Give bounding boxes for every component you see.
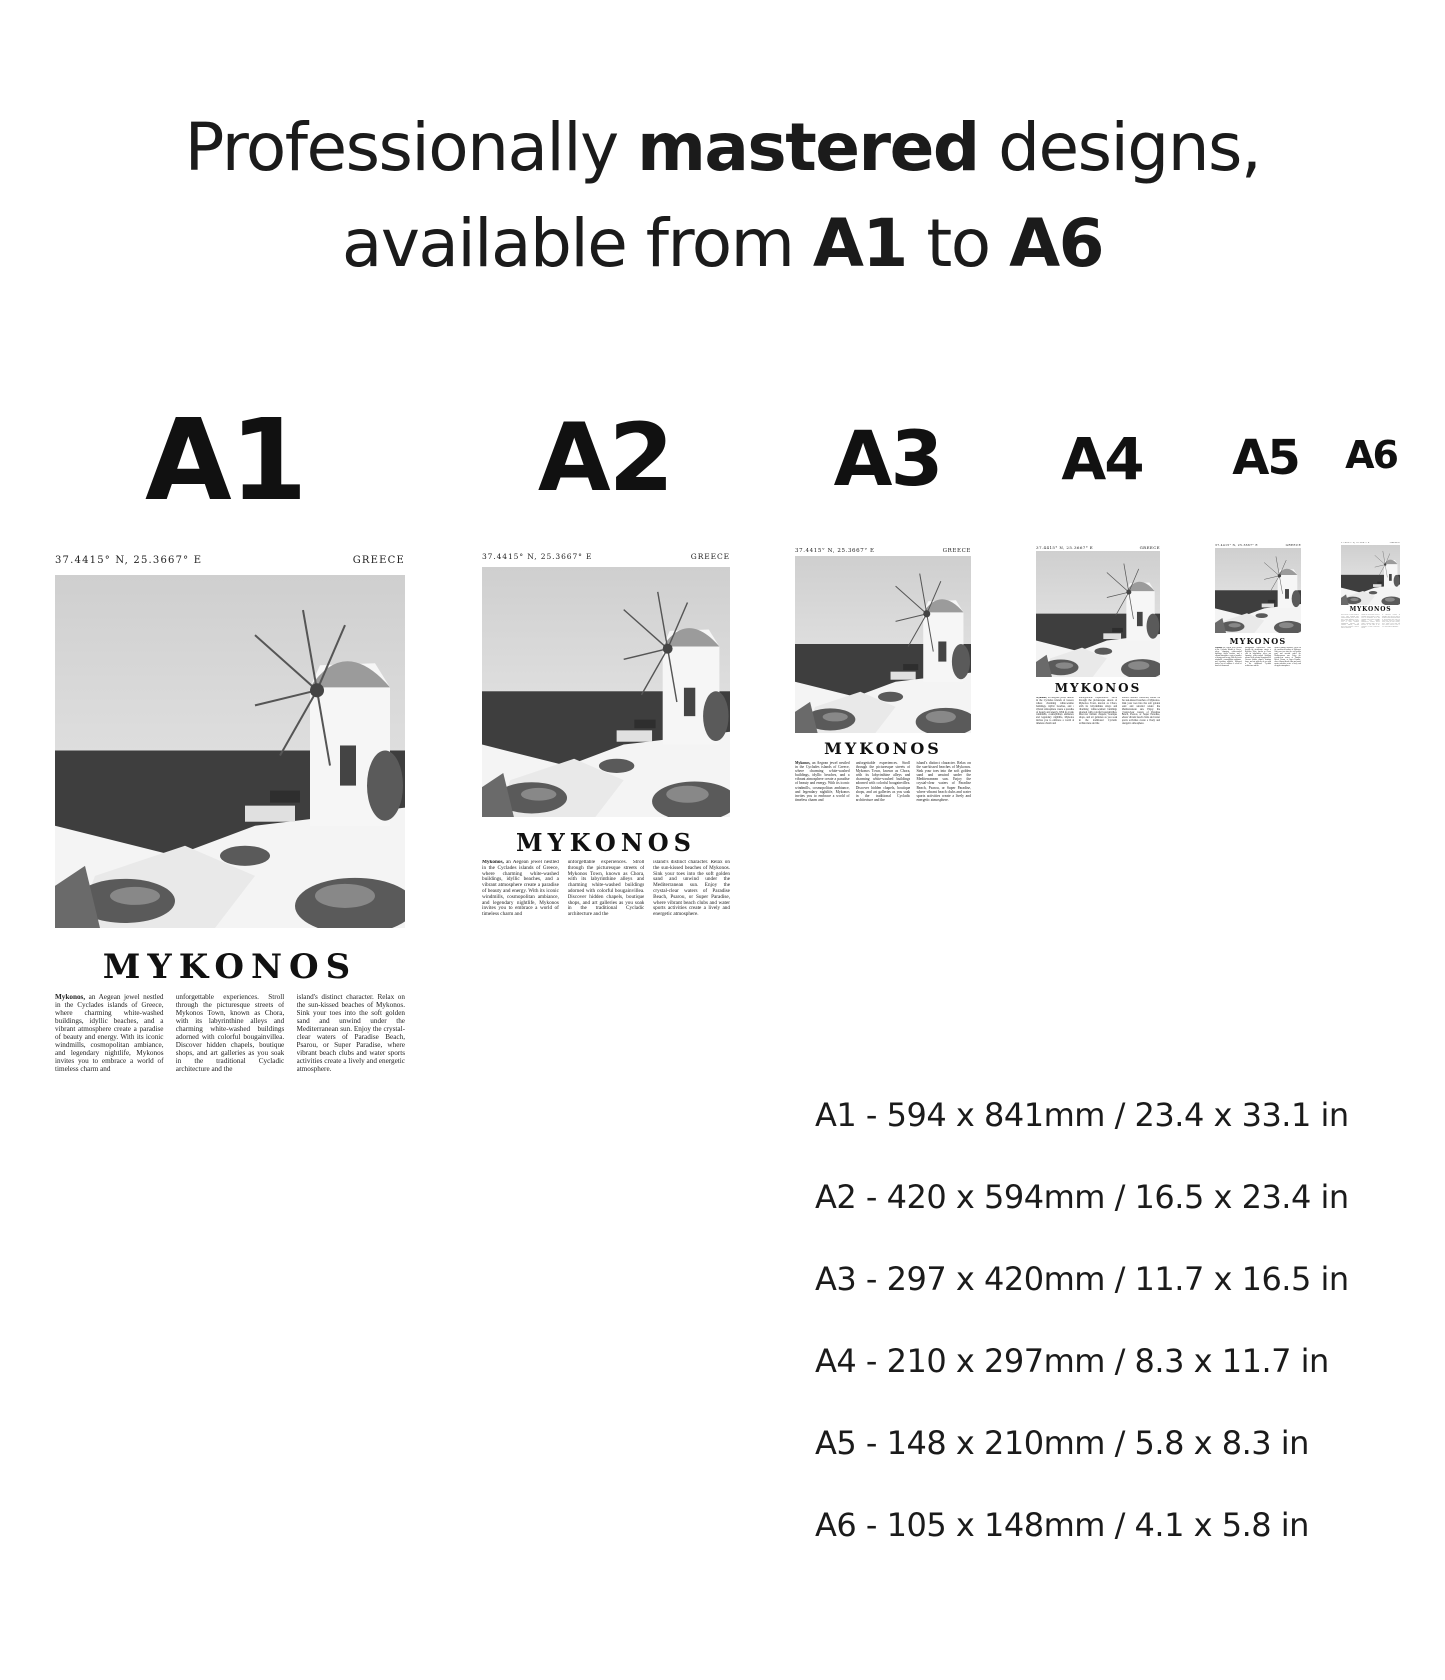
body-col-3: island's distinct character. Relax on the sun-kissed beaches of Mykonos. Sink your toes into the soft golden sand and unwind under the Mediterranean sun. Enjoy the crystal-clear waters of Paradise Beach, Psarou, or Super Paradise, where vibrant beach clubs and water sports activities create a lively and energetic atmosphere.	[916, 761, 971, 802]
body-col-3: island's distinct character. Relax on the sun-kissed beaches of Mykonos. Sink your toes into the soft golden sand and unwind under the Mediterranean sun. Enjoy the crystal-clear waters of Paradise Beach, Psarou, or Super Paradise, where vibrant beach clubs and water sports activities create a lively and energetic atmosphere.	[653, 860, 730, 918]
country-text: GREECE	[1285, 543, 1301, 547]
size-label-a1: A1	[145, 396, 306, 526]
poster-a6	[1341, 542, 1400, 630]
body-col-1: Mykonos, an Aegean jewel nestled in the Cyclades islands of Greece, where charming white-washed buildings, idyllic beaches, and a vibrant atmosphere create a paradise of beauty and energy. With its iconic windmills, cosmopolitan ambiance, and legendary nightlife, Mykonos invites you to embrace a world of timeless charm and	[795, 761, 850, 802]
body-col-1: Mykonos, an Aegean jewel nestled in the Cyclades islands of Greece, where charming white-washed buildings, idyllic beaches, and a vibrant atmosphere create a paradise of beauty and energy. With its iconic windmills, cosmopolitan ambiance, and legendary nightlife, Mykonos invites you to embrace a world of timeless charm and	[1215, 647, 1242, 667]
poster-title: MYKONOS	[102, 947, 358, 987]
poster-photo	[795, 556, 971, 733]
size-label-a6: A6	[1345, 433, 1397, 477]
windmill-photo	[55, 575, 405, 928]
coords-text: 37.4415° N, 25.3667° E	[1215, 543, 1258, 547]
country-text: GREECE	[1389, 542, 1400, 544]
size-label-a2: A2	[537, 404, 673, 513]
country-text: GREECE	[352, 555, 405, 566]
body-col-2: unforgettable experiences. Stroll through the picturesque streets of Mykonos Town, known as Chora, with its labyrinthine alleys and charming white-washed buildings adorned with colorful bougainvillea. Discover hidden chapels, boutique shops, and art galleries as you soak in the traditional Cycladic architecture and the	[855, 761, 911, 802]
poster-body	[795, 761, 971, 805]
poster-title: MYKONOS	[1054, 681, 1142, 695]
body-col-1: Mykonos, an Aegean jewel nestled in the Cyclades islands of Greece, where charming white-washed buildings, idyllic beaches, and a vibrant atmosphere create a paradise of beauty and energy. With its iconic windmills, cosmopolitan ambiance, and legendary nightlife, Mykonos invites you to embrace a world of timeless charm and	[1036, 697, 1075, 726]
body-col-1: Mykonos, an Aegean jewel nestled in the Cyclades islands of Greece, where charming white-washed buildings, idyllic beaches, and a vibrant atmosphere create a paradise of beauty and energy. With its iconic windmills, cosmopolitan ambiance, and legendary nightlife, Mykonos invites you to embrace a world of timeless charm and	[482, 860, 559, 918]
poster-coords	[1215, 543, 1301, 547]
poster-title: MYKONOS	[1229, 636, 1287, 646]
windmill-photo	[1341, 545, 1400, 605]
poster-photo	[1215, 548, 1301, 633]
body-col-3: island's distinct character. Relax on the sun-kissed beaches of Mykonos. Sink your toes into the soft golden sand and unwind under the Mediterranean sun. Enjoy the crystal-clear waters of Paradise Beach, Psarou, or Super Paradise, where vibrant beach clubs and water sports activities create a lively and energetic atmosphere.	[1274, 647, 1301, 667]
poster-coords	[795, 548, 971, 556]
poster-coords	[482, 552, 730, 562]
poster-a4	[1036, 545, 1160, 729]
body-col-3: island's distinct character. Relax on the sun-kissed beaches of Mykonos. Sink your toes into the soft golden sand and unwind under the Mediterranean sun. Enjoy the crystal-clear waters of Paradise Beach, Psarou, or Super Paradise, where vibrant beach clubs and water sports activities create a lively and energetic atmosphere.	[1121, 697, 1160, 726]
coords-text: 37.4415° N, 25.3667° E	[1036, 545, 1094, 550]
body-col-2: unforgettable experiences. Stroll through the picturesque streets of Mykonos Town, known as Chora, with its labyrinthine alleys and charming white-washed buildings adorned with colorful bougainvillea. Discover hidden chapels, boutique shops, and art galleries as you soak in the traditional Cycladic architecture and the	[567, 860, 645, 918]
size-spec-list	[815, 1095, 1435, 1587]
poster-body	[1036, 697, 1160, 729]
coords-text: 37.4415° N, 25.3667° E	[482, 552, 593, 561]
headline	[0, 100, 1445, 292]
poster-body	[55, 993, 405, 1075]
poster-title: MYKONOS	[824, 739, 942, 758]
body-col-3: island's distinct character. Relax on the sun-kissed beaches of Mykonos. Sink your toes into the soft golden sand and unwind under the Mediterranean sun. Enjoy the crystal-clear waters of Paradise Beach, Psarou, or Super Paradise, where vibrant beach clubs and water sports activities create a lively and energetic atmosphere.	[296, 993, 405, 1073]
headline-line-2: available from A1 to A6	[341, 205, 1104, 282]
poster-title: MYKONOS	[516, 828, 696, 857]
poster-photo	[55, 575, 405, 928]
size-label-a3: A3	[833, 414, 942, 503]
spec-a2: A2 - 420 x 594mm / 16.5 x 23.4 in	[815, 1178, 1349, 1216]
poster-a3	[795, 548, 971, 808]
poster-coords	[55, 555, 405, 569]
body-col-2: unforgettable experiences. Stroll through the picturesque streets of Mykonos Town, known as Chora, with its labyrinthine alleys and charming white-washed buildings adorned with colorful bougainvillea. Discover hidden chapels, boutique shops, and art galleries as you soak in the traditional Cycladic architecture and the	[1361, 614, 1380, 629]
country-text: GREECE	[690, 552, 730, 561]
size-label-a5: A5	[1232, 430, 1299, 486]
poster-title: MYKONOS	[1349, 606, 1392, 613]
poster-photo	[1341, 545, 1400, 605]
spec-a5: A5 - 148 x 210mm / 5.8 x 8.3 in	[815, 1424, 1309, 1462]
windmill-photo	[482, 567, 730, 817]
poster-a2	[482, 552, 730, 922]
spec-a4: A4 - 210 x 297mm / 8.3 x 11.7 in	[815, 1342, 1329, 1380]
windmill-photo	[1215, 548, 1301, 633]
windmill-photo	[795, 556, 971, 733]
body-col-1: Mykonos, an Aegean jewel nestled in the Cyclades islands of Greece, where charming white-washed buildings, idyllic beaches, and a vibrant atmosphere create a paradise of beauty and energy. With its iconic windmills, cosmopolitan ambiance, and legendary nightlife, Mykonos invites you to embrace a world of timeless charm and	[55, 993, 164, 1073]
country-text: GREECE	[1139, 545, 1160, 550]
headline-line-1: Professionally mastered designs,	[184, 109, 1261, 186]
size-label-a4: A4	[1061, 425, 1143, 493]
coords-text: 37.4415° N, 25.3667° E	[55, 555, 203, 566]
body-col-2: unforgettable experiences. Stroll through the picturesque streets of Mykonos Town, known as Chora, with its labyrinthine alleys and charming white-washed buildings adorned with colorful bougainvillea. Discover hidden chapels, boutique shops, and art galleries as you soak in the traditional Cycladic architecture and the	[1078, 697, 1118, 726]
spec-a1: A1 - 594 x 841mm / 23.4 x 33.1 in	[815, 1096, 1349, 1134]
spec-a3: A3 - 297 x 420mm / 11.7 x 16.5 in	[815, 1260, 1349, 1298]
poster-body	[482, 860, 730, 922]
coords-text: 37.4415° N, 25.3667° E	[1341, 542, 1370, 544]
poster-a1	[55, 555, 405, 1075]
spec-a6: A6 - 105 x 148mm / 4.1 x 5.8 in	[815, 1506, 1309, 1544]
country-text: GREECE	[942, 548, 971, 554]
windmill-photo	[1036, 551, 1160, 677]
coords-text: 37.4415° N, 25.3667° E	[795, 548, 875, 554]
poster-body	[1215, 647, 1301, 669]
poster-body	[1341, 614, 1400, 629]
body-col-2: unforgettable experiences. Stroll through the picturesque streets of Mykonos Town, known as Chora, with its labyrinthine alleys and charming white-washed buildings adorned with colorful bougainvillea. Discover hidden chapels, boutique shops, and art galleries as you soak in the traditional Cycladic architecture and the	[1244, 647, 1272, 667]
body-col-3: island's distinct character. Relax on the sun-kissed beaches of Mykonos. Sink your toes into the soft golden sand and unwind under the Mediterranean sun. Enjoy the crystal-clear waters of Paradise Beach, Psarou, or Super Paradise, where vibrant beach clubs and water sports activities create a lively and energetic atmosphere.	[1381, 614, 1400, 628]
body-col-1: Mykonos, an Aegean jewel nestled in the Cyclades islands of Greece, where charming white-washed buildings, idyllic beaches, and a vibrant atmosphere create a paradise of beauty and energy. With its iconic windmills, cosmopolitan ambiance, and legendary nightlife, Mykonos invites you to embrace a world of timeless charm and	[1341, 614, 1360, 629]
poster-photo	[1036, 551, 1160, 677]
poster-photo	[482, 567, 730, 817]
poster-a5	[1215, 543, 1301, 671]
body-col-2: unforgettable experiences. Stroll through the picturesque streets of Mykonos Town, known as Chora, with its labyrinthine alleys and charming white-washed buildings adorned with colorful bougainvillea. Discover hidden chapels, boutique shops, and art galleries as you soak in the traditional Cycladic architecture and the	[175, 993, 285, 1073]
